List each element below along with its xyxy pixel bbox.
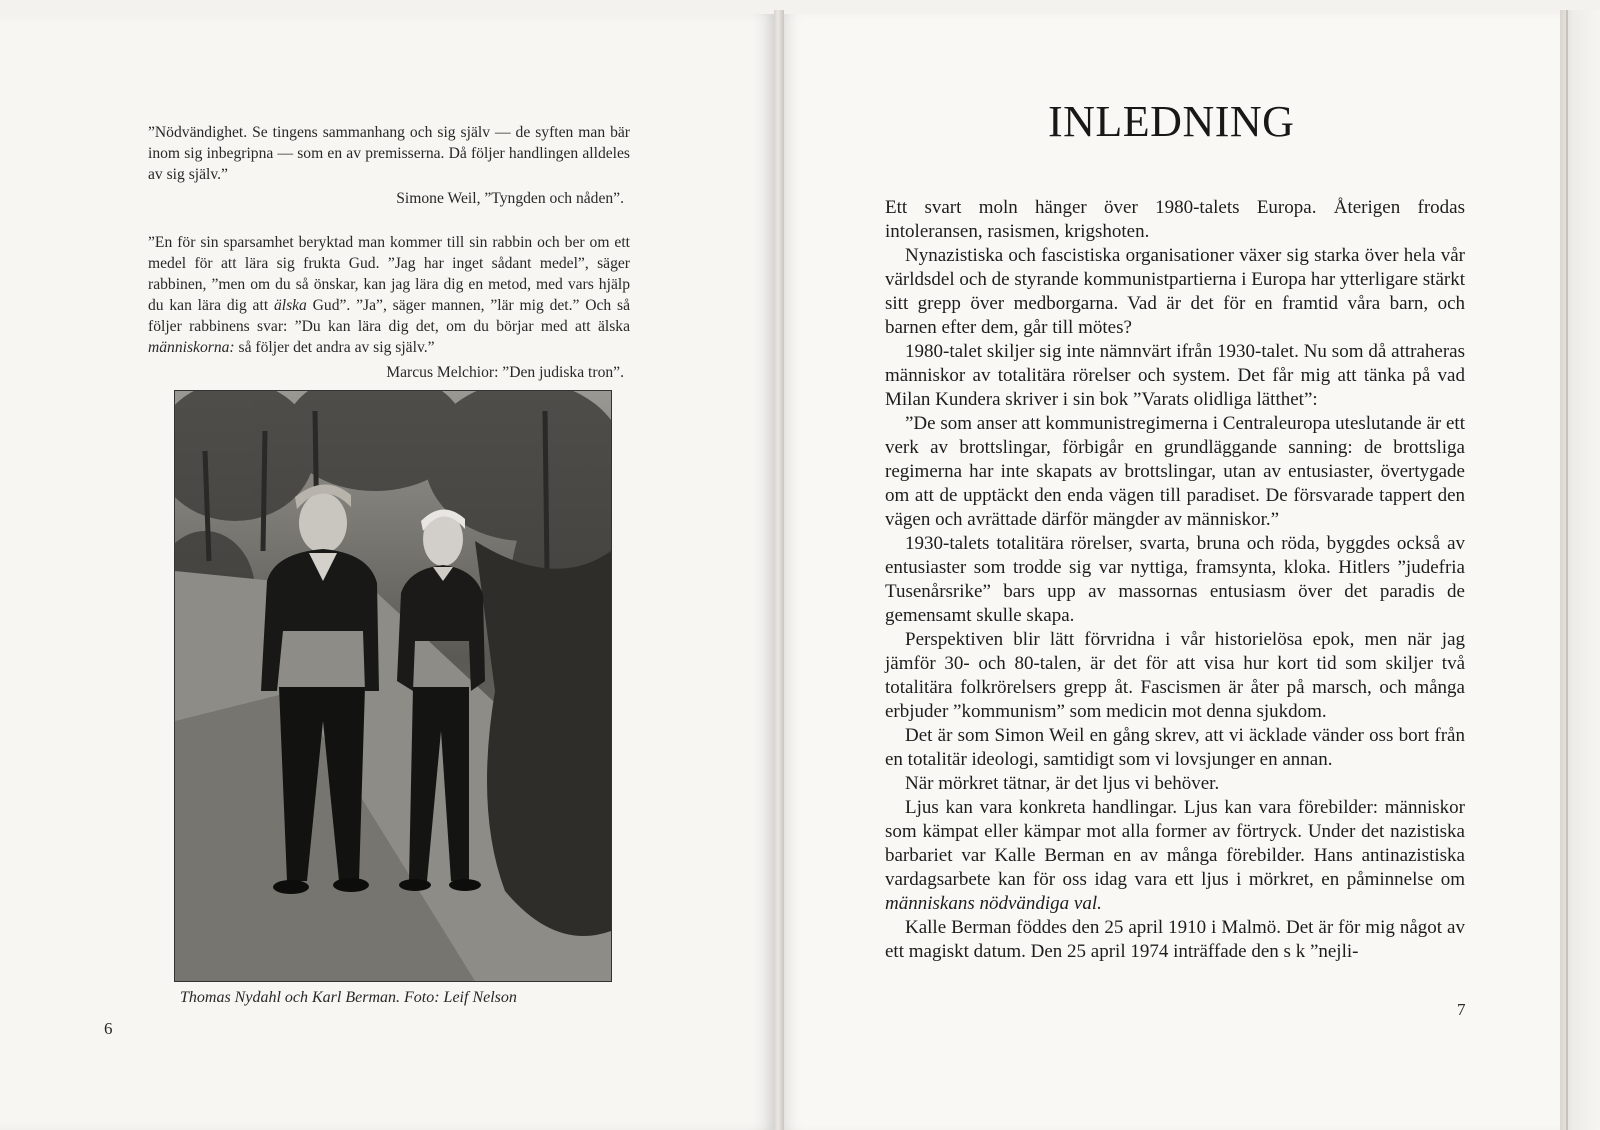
photograph-two-men [174,390,612,982]
paragraph: Nynazistiska och fascistiska organisationer växer sig starka över hela vår världsdel och de styrande kommunistpartierna i Europa har ytterligare stärkt sitt grepp över medborgarna. Vad är det för en framtid våra barn, och barnen efter dem, går till mötes? [885,245,1465,338]
paragraph: Kalle Berman föddes den 25 april 1910 i Malmö. Det är för mig något av ett magiskt datum. Den 25 april 1974 inträffade den s k ”nejli- [885,917,1465,962]
photo-caption: Thomas Nydahl och Karl Berman. Foto: Leif Nelson [180,989,517,1006]
page-edge [1560,10,1600,1130]
quote-text: ”En för sin sparsamhet beryktad man kommer till sin rabbin och ber om ett medel för att lära sig frukta Gud. ”Jag har inget sådant medel”, säger rabbinen, ”men om du så önskar, kan jag lära dig en metod, med vars hjälp du kan lära dig att [148,234,630,314]
page-number-left: 6 [104,1019,113,1038]
paragraph-text: Ljus kan vara konkreta handlingar. Ljus kan vara förebilder: människor som kämpat eller kämpar mot alla former av förtryck. Under det nazistiska barbariet var Kalle Berman en av många förebilder. Hans antinazistiska vardagsarbete kan för oss idag vara ett ljus i mörkret, en påminnelse om [885,797,1465,890]
paragraph-emphasis: människans nödvändiga val. [885,893,1102,914]
photo-illustration [175,391,611,981]
paragraph: Det är som Simon Weil en gång skrev, att vi äcklade vänder oss bort från en totalitär ideologi, samtidigt som vi lovsjunger en annan. [885,725,1465,770]
quote-text: så följer det andra av sig själv.” [234,339,435,356]
page-number-right: 7 [1457,1000,1466,1019]
left-page [0,14,774,1130]
epigraph-weil: ”Nödvändighet. Se tingens sammanhang och sig själv — de syften man bär inom sig inbegripna — som en av premisserna. Då följer handlingen alldeles av sig själv.” [148,124,630,183]
book-gutter [774,10,784,1130]
chapter-body [885,196,1465,964]
paragraph [885,796,1465,916]
paragraph: Ett svart moln hänger över 1980-talets Europa. Återigen frodas intoleransen, rasismen, krigshoten. [885,197,1465,242]
paragraph: 1930-talets totalitära rörelser, svarta, bruna och röda, byggdes också av entusiaster som trodde sig var nyttiga, framsynta, kloka. Hitlers ”judefria Tusenårsrike” bars upp av massornas entusiasm över det paradis de gemensamt skulle skapa. [885,533,1465,626]
epigraph-weil-attribution: Simone Weil, ”Tyngden och nåden”. [396,190,624,207]
paragraph: 1980-talet skiljer sig inte nämnvärt ifrån 1930-talet. Nu som då attraheras människor av totalitära rörelser och system. Det får mig att tänka på vad Milan Kundera skriver i sin bok ”Varats olidliga lätthet”: [885,341,1465,410]
epigraph-melchior-attribution: Marcus Melchior: ”Den judiska tron”. [386,364,624,381]
paragraph: När mörkret tätnar, är det ljus vi behöver. [905,773,1220,794]
epigraph-melchior [148,232,630,358]
quote-emphasis: älska [273,297,307,314]
quote-text: Gud”. ”Ja”, säger mannen, ”lär mig det.” Och så följer rabbinens svar: ”Du kan lära dig det, om du börjar med att älska [148,297,630,335]
chapter-heading: INLEDNING [1048,97,1295,146]
quote-emphasis: människorna: [148,339,235,356]
paragraph: Perspektiven blir lätt förvridna i vår historielösa epok, men när jag jämför 30- och 80-talen, är det för att visa hur kort tid som skiljer två totalitära folkrörelsers grepp åt. Fascismen är åter på marsch, och många erbjuder ”kommunism” som medicin mot denna sjukdom. [885,629,1465,722]
paragraph: ”De som anser att kommunistregimerna i Centraleuropa uteslutande är ett verk av brottslingar, förbigår en grundläggande sanning: de brottsliga regimerna har inte skapats av brottslingar, utan av entusiaster, övertygade om att de upptäckt den enda vägen till paradiset. De försvarade tappert den vägen och avrättade därför mängder av människor.” [885,413,1465,530]
